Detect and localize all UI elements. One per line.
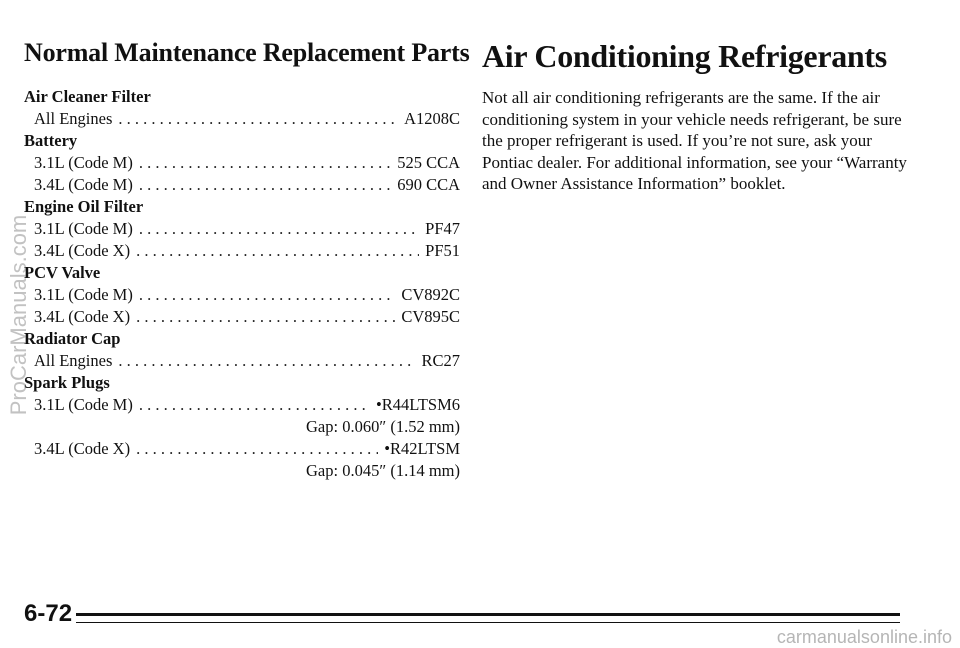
refrigerants-title: Air Conditioning Refrigerants xyxy=(482,38,887,74)
group-title: Spark Plugs xyxy=(24,373,110,392)
part-value: A1208C xyxy=(404,109,460,128)
part-row xyxy=(24,350,464,372)
part-label: 3.4L (Code X) xyxy=(34,241,131,260)
spark-plug-gap: Gap: 0.045″ (1.14 mm) xyxy=(306,461,460,480)
side-watermark-text: ProCarManuals.com xyxy=(6,214,31,416)
part-label: 3.4L (Code M) xyxy=(34,175,133,194)
group-title: PCV Valve xyxy=(24,263,101,282)
footer-rule xyxy=(76,622,900,623)
footer-rule xyxy=(76,613,900,616)
part-group-radiator-cap xyxy=(24,328,464,372)
group-title: Engine Oil Filter xyxy=(24,197,144,216)
part-row xyxy=(24,306,464,328)
side-watermark xyxy=(4,150,34,480)
part-label: 3.1L (Code M) xyxy=(34,219,133,238)
part-row xyxy=(24,284,464,306)
part-value: PF47 xyxy=(425,219,460,238)
part-group-spark-plugs xyxy=(24,372,464,482)
part-row xyxy=(24,174,464,196)
part-row xyxy=(24,438,464,460)
dot-leader xyxy=(139,218,419,240)
page-number: 6-72 xyxy=(24,600,73,627)
dot-leader xyxy=(118,350,415,372)
part-value: 525 CCA xyxy=(397,153,460,172)
part-value: RC27 xyxy=(421,351,460,370)
part-row xyxy=(24,394,464,416)
dot-leader xyxy=(136,438,378,460)
part-label: 3.4L (Code X) xyxy=(34,439,131,458)
part-label: All Engines xyxy=(34,109,113,128)
bottom-watermark: carmanualsonline.info xyxy=(776,627,952,647)
part-group-pcv-valve xyxy=(24,262,464,328)
part-label: All Engines xyxy=(34,351,113,370)
part-label: 3.1L (Code M) xyxy=(34,285,133,304)
part-label: 3.4L (Code X) xyxy=(34,307,131,326)
dot-leader xyxy=(136,306,395,328)
refrigerants-body: Not all air conditioning refrigerants are the same. If the air conditioning system in your vehicle needs refrigerant, be sure the proper refrigerant is used. If you’re not sure, ask your Pontiac dealer. For additional information, see your “Warranty and Owner Assistance Information” booklet. xyxy=(482,88,907,193)
dot-leader xyxy=(136,240,419,262)
part-group-air-cleaner xyxy=(24,86,464,130)
group-title: Radiator Cap xyxy=(24,329,121,348)
part-row xyxy=(24,152,464,174)
refrigerants-section xyxy=(482,38,912,195)
dot-leader xyxy=(139,152,391,174)
part-group-battery xyxy=(24,130,464,196)
part-row xyxy=(24,240,464,262)
dot-leader xyxy=(139,284,395,306)
dot-leader xyxy=(139,174,391,196)
group-title: Air Cleaner Filter xyxy=(24,87,151,106)
part-value: •R42LTSM xyxy=(384,439,460,458)
part-row xyxy=(24,108,464,130)
group-title: Battery xyxy=(24,131,78,150)
part-value: CV895C xyxy=(401,307,460,326)
part-value: •R44LTSM6 xyxy=(375,395,460,414)
spark-plug-gap: Gap: 0.060″ (1.52 mm) xyxy=(306,417,460,436)
replacement-parts-title: Normal Maintenance Replacement Parts xyxy=(24,38,470,67)
part-label: 3.1L (Code M) xyxy=(34,395,133,414)
part-value: PF51 xyxy=(425,241,460,260)
page-footer xyxy=(24,584,900,628)
replacement-parts-section xyxy=(24,38,470,482)
part-row xyxy=(24,218,464,240)
dot-leader xyxy=(139,394,370,416)
dot-leader xyxy=(118,108,398,130)
part-label: 3.1L (Code M) xyxy=(34,153,133,172)
part-value: CV892C xyxy=(401,285,460,304)
part-group-oil-filter xyxy=(24,196,464,262)
part-value: 690 CCA xyxy=(397,175,460,194)
